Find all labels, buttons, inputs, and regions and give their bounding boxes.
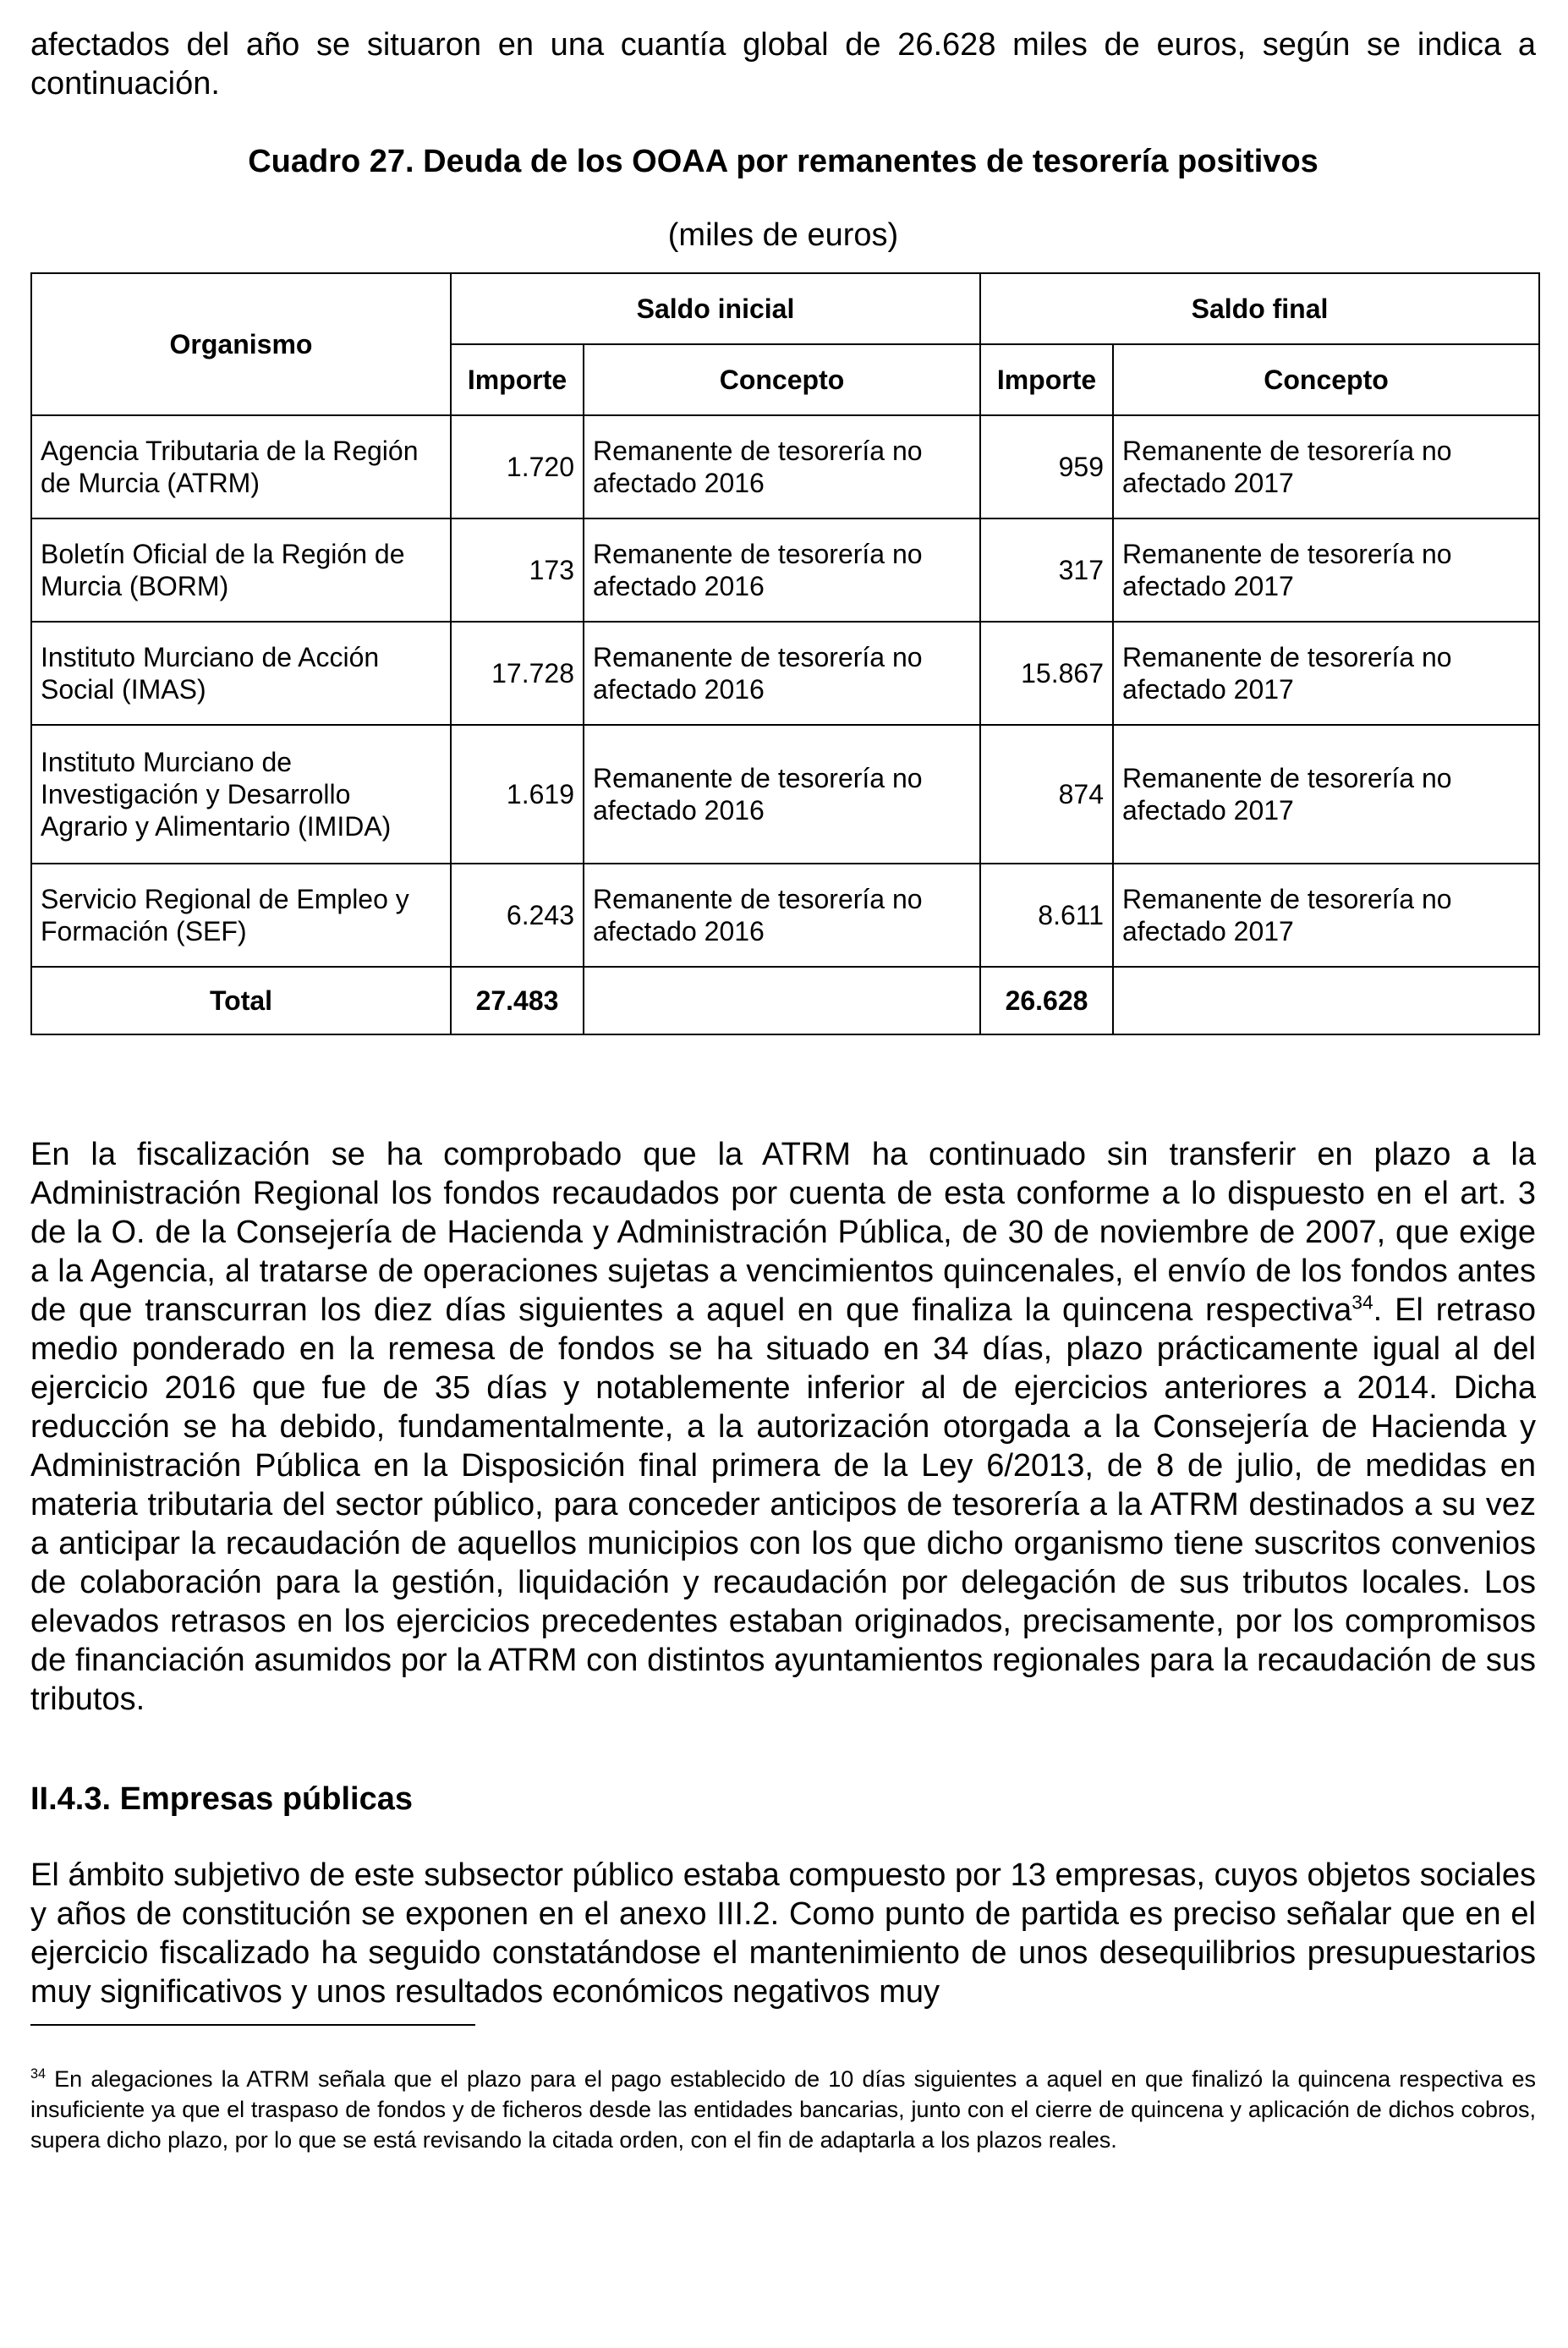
concepto-inicial-cell: Remanente de tesorería no afectado 2016: [584, 415, 980, 518]
importe-inicial-cell: 1.619: [451, 725, 584, 864]
header-organismo: Organismo: [31, 273, 451, 415]
concepto-inicial-cell: Remanente de tesorería no afectado 2016: [584, 725, 980, 864]
body-paragraph-empresas: El ámbito subjetivo de este subsector público estaba compuesto por 13 empresas, cuyos objetos sociales y años de constitución se exponen en el anexo III.2. Como punto de partida es preciso señalar que en el ejercicio fiscalizado ha seguido constatándose el mantenimiento de unos desequilibrios presupuestarios muy significativos y unos resultados económicos negativos muy: [30, 1857, 1536, 2010]
paragraph-text-part2: . El retraso medio ponderado en la remesa de fondos se ha situado en 34 días, plazo prácticamente igual al del ejercicio 2016 que fue de 35 días y notablemente inferior al de ejercicios anteriores a 2014. Dicha reducción se ha debido, fundamentalmente, a la autorización otorgada a la Consejería de Hacienda y Administración Pública en la Disposición final primera de la Ley 6/2013, de 8 de julio, de medidas en materia tributaria del sector público, para conceder anticipos de tesorería a la ATRM destinados a su vez a anticipar la recaudación de aquellos municipios con los que dicho organismo tiene suscritos convenios de colaboración para la gestión, liquidación y recaudación por delegación de sus tributos locales. Los elevados retrasos en los ejercicios precedentes estaban originados, precisamente, por los compromisos de financiación asumidos por la ATRM con distintos ayuntamientos regionales para la recaudación de sus tributos.: [30, 1292, 1537, 1717]
concepto-final-cell: Remanente de tesorería no afectado 2017: [1113, 622, 1539, 725]
importe-final-cell: 8.611: [980, 864, 1113, 967]
header-saldo-inicial: Saldo inicial: [451, 273, 980, 344]
header-concepto-inicial: Concepto: [584, 344, 980, 415]
importe-final-cell: 959: [980, 415, 1113, 518]
header-saldo-final: Saldo final: [980, 273, 1539, 344]
total-importe-final: 26.628: [980, 967, 1113, 1034]
header-importe-final: Importe: [980, 344, 1113, 415]
concepto-inicial-cell: Remanente de tesorería no afectado 2016: [584, 518, 980, 622]
footnote-divider: [30, 2024, 475, 2026]
table-total-row: [31, 967, 1539, 1034]
importe-inicial-cell: 1.720: [451, 415, 584, 518]
organismo-cell: Boletín Oficial de la Región de Murcia (BORM): [31, 518, 451, 622]
table-row: [31, 622, 1539, 725]
table-row: [31, 518, 1539, 622]
debt-table: [30, 272, 1540, 1035]
paragraph-text-part1: En la fiscalización se ha comprobado que la ATRM ha continuado sin transferir en plazo a la Administración Regional los fondos recaudados por cuenta de esta conforme a lo dispuesto en el art. 3 de la O. de la Consejería de Hacienda y Administración Pública, de 30 de noviembre de 2007, que exige a la Agencia, al tratarse de operaciones sujetas a vencimientos quincenales, el envío de los fondos antes de que transcurran los diez días siguientes a aquel en que finaliza la quincena respectiva: [30, 1137, 1536, 1328]
section-heading: II.4.3. Empresas públicas: [30, 1781, 413, 1817]
concepto-final-cell: Remanente de tesorería no afectado 2017: [1113, 864, 1539, 967]
organismo-cell: Instituto Murciano de Investigación y Desarrollo Agrario y Alimentario (IMIDA): [31, 725, 451, 864]
intro-paragraph: afectados del año se situaron en una cuantía global de 26.628 miles de euros, según se indica a continuación.: [30, 27, 1536, 101]
concepto-final-cell: Remanente de tesorería no afectado 2017: [1113, 415, 1539, 518]
importe-final-cell: 874: [980, 725, 1113, 864]
footnote: [30, 2064, 1536, 2155]
table-row: [31, 725, 1539, 864]
table-units: (miles de euros): [667, 217, 899, 253]
organismo-cell: Servicio Regional de Empleo y Formación (SEF): [31, 864, 451, 967]
organismo-cell: Agencia Tributaria de la Región de Murcia (ATRM): [31, 415, 451, 518]
table-caption: Cuadro 27. Deuda de los OOAA por remanentes de tesorería positivos: [248, 144, 1319, 179]
table-row: [31, 864, 1539, 967]
concepto-final-cell: Remanente de tesorería no afectado 2017: [1113, 518, 1539, 622]
total-importe-inicial: 27.483: [451, 967, 584, 1034]
footnote-number: 34: [30, 2066, 47, 2082]
concepto-inicial-cell: Remanente de tesorería no afectado 2016: [584, 622, 980, 725]
footnote-text: En alegaciones la ATRM señala que el plazo para el pago establecido de 10 días siguientes a aquel en que finalizó la quincena respectiva es insuficiente ya que el traspaso de fondos y de ficheros desde las entidades bancarias, junto con el cierre de quincena y aplicación de dichos cobros, supera dicho plazo, por lo que se está revisando la citada orden, con el fin de adaptarla a los plazos reales.: [30, 2066, 1536, 2153]
body-paragraph-atrm: [30, 1135, 1536, 1719]
importe-final-cell: 15.867: [980, 622, 1113, 725]
concepto-inicial-cell: Remanente de tesorería no afectado 2016: [584, 864, 980, 967]
concepto-final-cell: Remanente de tesorería no afectado 2017: [1113, 725, 1539, 864]
total-label: Total: [31, 967, 451, 1034]
table-header-row: [31, 273, 1539, 344]
table-row: [31, 415, 1539, 518]
importe-inicial-cell: 6.243: [451, 864, 584, 967]
header-importe-inicial: Importe: [451, 344, 584, 415]
document-page: [30, 25, 1536, 253]
total-concepto-final-empty: [1113, 967, 1539, 1034]
total-concepto-inicial-empty: [584, 967, 980, 1034]
importe-inicial-cell: 173: [451, 518, 584, 622]
footnote-reference[interactable]: 34: [1351, 1291, 1373, 1314]
header-concepto-final: Concepto: [1113, 344, 1539, 415]
importe-final-cell: 317: [980, 518, 1113, 622]
organismo-cell: Instituto Murciano de Acción Social (IMAS): [31, 622, 451, 725]
importe-inicial-cell: 17.728: [451, 622, 584, 725]
